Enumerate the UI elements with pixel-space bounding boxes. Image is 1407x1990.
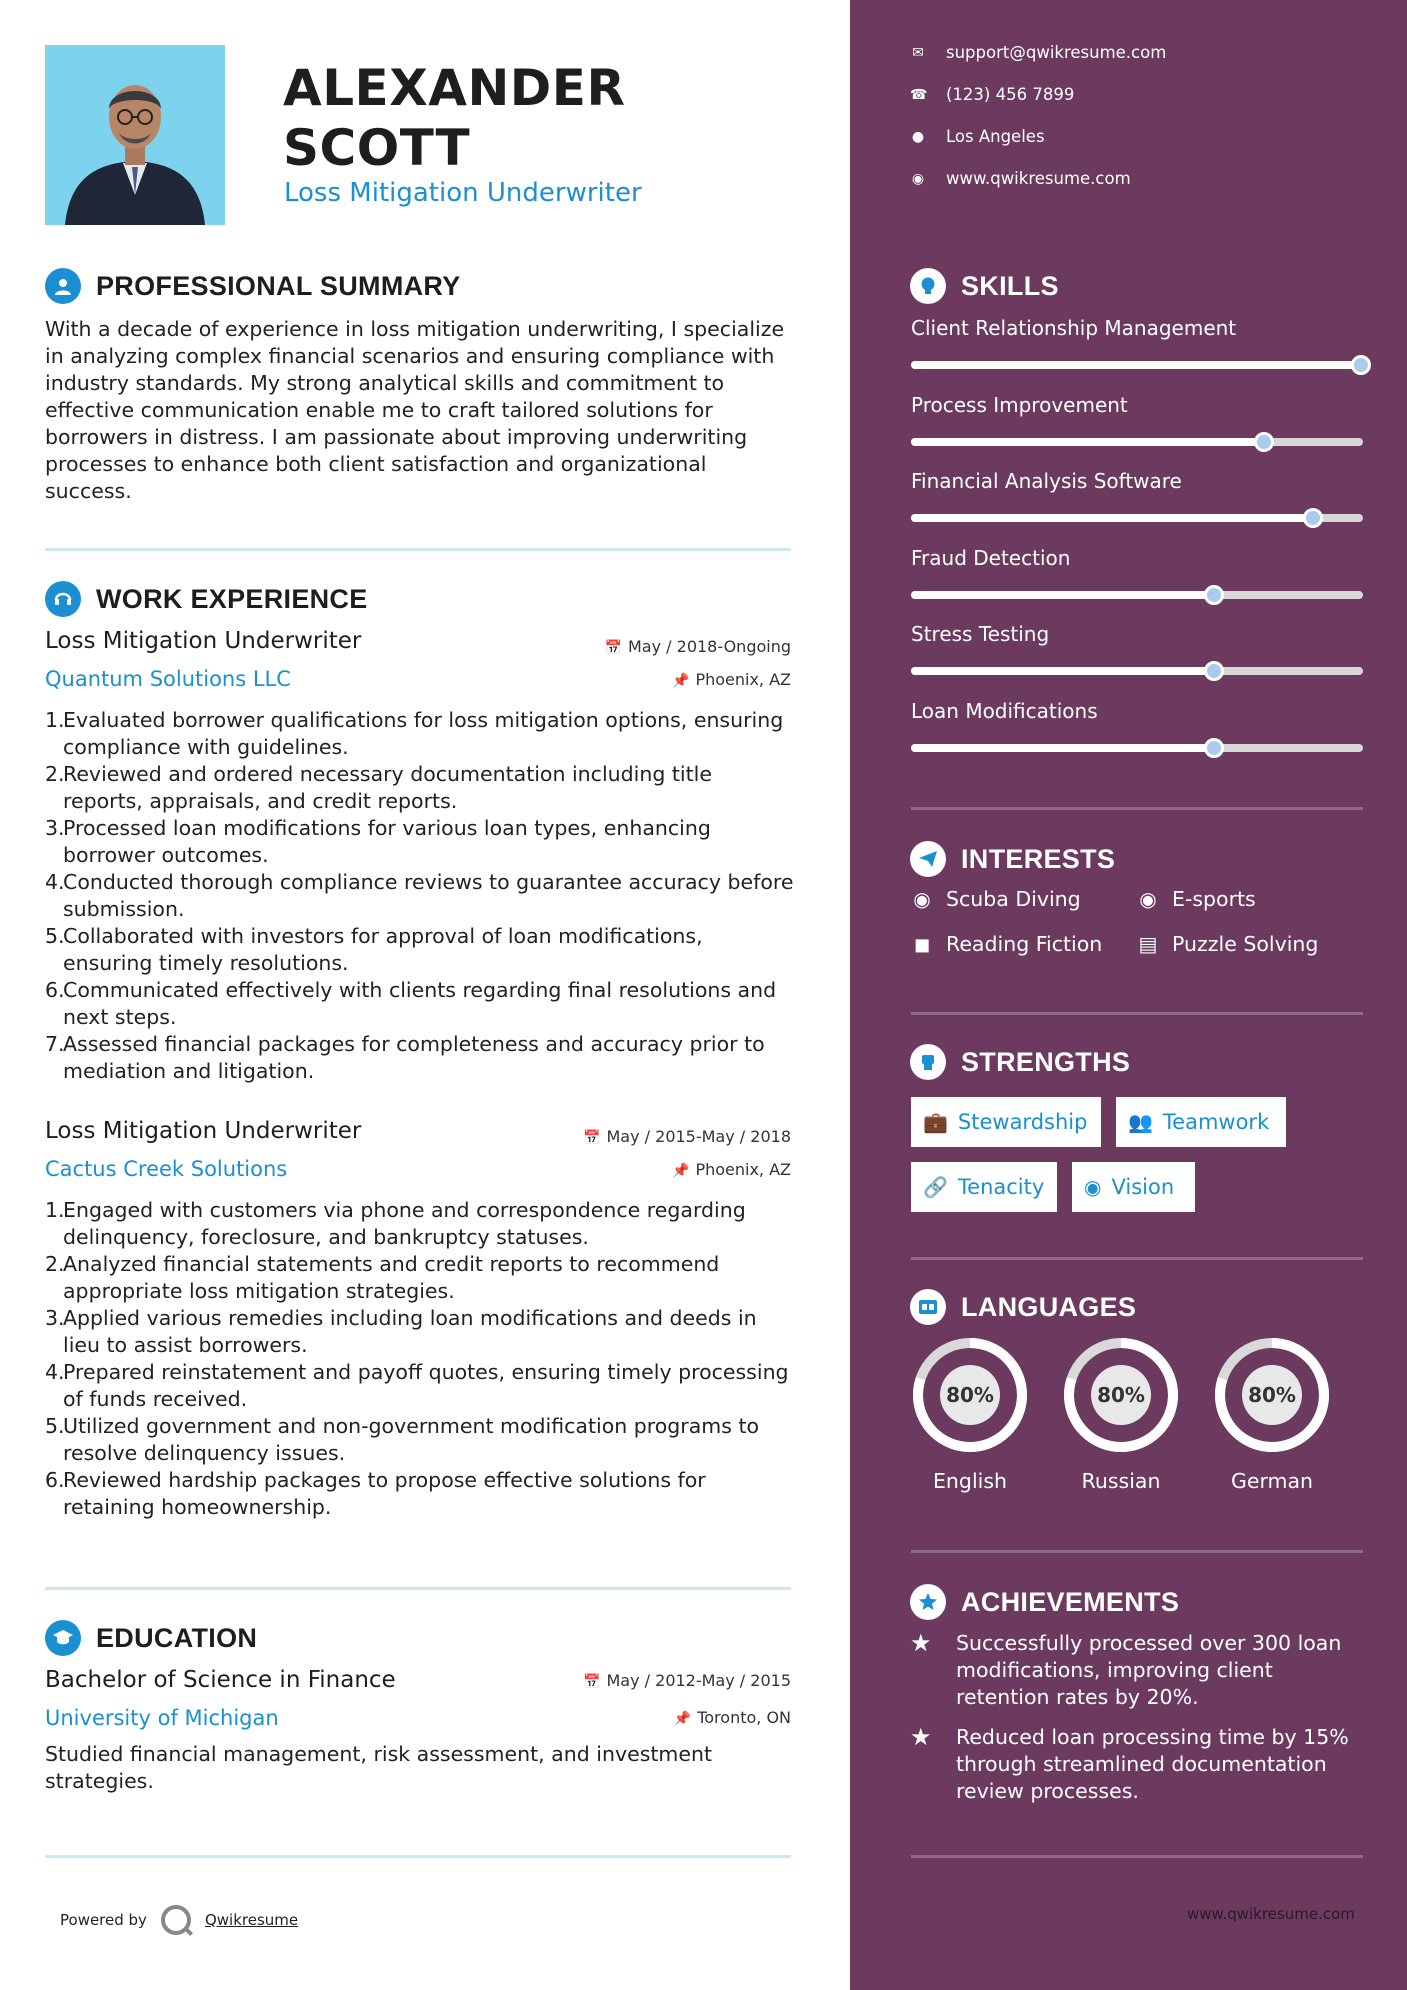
education-heading: EDUCATION: [96, 1622, 258, 1653]
section-divider: [45, 548, 791, 551]
section-divider: [45, 1587, 791, 1590]
envelope-icon: ✉: [912, 44, 924, 61]
job-title-header: Loss Mitigation Underwriter: [284, 178, 642, 208]
skill-name: Financial Analysis Software: [911, 469, 1182, 493]
strengths-section-header: [910, 1044, 1130, 1080]
language-ring: [1061, 1335, 1181, 1455]
education-date: 📅 May / 2012-May / 2015: [583, 1671, 791, 1690]
brand-link[interactable]: Qwikresume: [204, 1911, 299, 1929]
summary-heading: PROFESSIONAL SUMMARY: [96, 270, 461, 301]
skill-bar-knob: [1303, 508, 1323, 528]
paper-plane-icon: [910, 841, 946, 877]
skill-bar: [911, 667, 1363, 675]
interest-item: ◉ Scuba Diving: [910, 887, 1081, 911]
binoculars-icon: ◉: [1084, 1175, 1102, 1199]
skill-bar-fill: [911, 514, 1313, 522]
user-icon: [45, 268, 81, 304]
candidate-name: [283, 58, 625, 178]
job-2-location: 📌 Phoenix, AZ: [672, 1160, 791, 1179]
skill-bar: [911, 591, 1363, 599]
list-item: 5. Collaborated with investors for approval of loan modifications, ensuring timely resolutions.: [45, 924, 703, 975]
education-description: Studied financial management, risk assessment, and investment strategies.: [45, 1742, 713, 1793]
skill-name: Stress Testing: [911, 622, 1050, 646]
interest-item: ◼ Reading Fiction: [910, 932, 1102, 956]
list-item: 2. Analyzed financial statements and credit reports to recommend appropriate loss mitigation strategies.: [45, 1252, 720, 1303]
section-divider: [911, 1012, 1363, 1015]
language-percent: 80%: [940, 1365, 1000, 1425]
strengths-heading: STRENGTHS: [961, 1046, 1131, 1077]
section-divider: [911, 1257, 1363, 1260]
summary-section-header: [45, 268, 461, 304]
school-name: University of Michigan: [45, 1706, 279, 1730]
skill-bar-knob: [1254, 432, 1274, 452]
language-percent: 80%: [1091, 1365, 1151, 1425]
interests-section-header: [910, 841, 1115, 877]
lightbulb-icon: [910, 268, 946, 304]
name-first: ALEXANDER: [283, 59, 626, 117]
calendar-icon: 📅: [604, 640, 622, 656]
skill-bar: [911, 514, 1363, 522]
star-icon: ★: [910, 1723, 932, 1751]
skill-name: Client Relationship Management: [911, 316, 1237, 340]
skill-bar-fill: [911, 361, 1363, 369]
sidebar: [850, 0, 1407, 1990]
language-percent: 80%: [1242, 1365, 1302, 1425]
pin-icon: 📌: [672, 673, 690, 689]
translate-icon: [910, 1289, 946, 1325]
job-1-company: Quantum Solutions LLC: [45, 667, 291, 691]
education-section-header: [45, 1620, 257, 1656]
globe-icon: ◉: [911, 170, 925, 187]
users-icon: 👥: [1128, 1110, 1153, 1134]
section-divider: [911, 1550, 1363, 1553]
job-2-company: Cactus Creek Solutions: [45, 1157, 288, 1181]
job-2-date: 📅 May / 2015-May / 2018: [583, 1127, 791, 1146]
contact-location: ● Los Angeles: [911, 127, 1045, 146]
languages-heading: LANGUAGES: [961, 1291, 1137, 1322]
skill-bar-fill: [911, 744, 1214, 752]
skill-bar-knob: [1351, 355, 1371, 375]
phone-icon: ☎: [910, 86, 928, 103]
interest-item: ◉ E-sports: [1136, 887, 1256, 911]
achievements-heading: ACHIEVEMENTS: [961, 1586, 1180, 1617]
pin-icon: 📌: [672, 1163, 690, 1179]
book-icon: ▤: [1138, 932, 1158, 956]
briefcase-icon: 💼: [923, 1110, 948, 1134]
qwikresume-logo-icon: [161, 1905, 191, 1935]
list-item: 3. Applied various remedies including loan modifications and deeds in lieu to assist borrowers.: [45, 1306, 757, 1357]
powered-by: [60, 1905, 298, 1935]
language-name: German: [1230, 1469, 1314, 1493]
skill-bar-fill: [911, 438, 1264, 446]
calendar-icon: 📅: [583, 1130, 601, 1146]
section-divider: [911, 807, 1363, 810]
name-last: SCOTT: [283, 119, 471, 177]
skill-bar: [911, 744, 1363, 752]
summary-text: With a decade of experience in loss mitigation underwriting, I specialize in analyzing complex financial scenarios and ensuring compliance with industry standards. My strong analytical skills and commitment to effective communication enable me to craft tailored solutions for borrowers in distress. I am passionate about improving underwriting processes to enhance both client satisfaction and organizational success.: [45, 317, 785, 503]
contact-email[interactable]: ✉ support@qwikresume.com: [910, 43, 1166, 62]
language-item: [1061, 1335, 1181, 1493]
achievement-item: ★ Reduced loan processing time by 15% through streamlined documentation review processes.: [910, 1723, 1349, 1803]
skills-section-header: [910, 268, 1059, 304]
list-item: 4. Prepared reinstatement and payoff quotes, ensuring timely processing of funds received.: [45, 1360, 789, 1411]
list-item: 5. Utilized government and non-government modification programs to resolve delinquency issues.: [45, 1414, 760, 1465]
skill-bar: [911, 438, 1363, 446]
contact-website[interactable]: ◉ www.qwikresume.com: [911, 169, 1131, 188]
skill-name: Fraud Detection: [911, 545, 1071, 570]
interest-item: ▤ Puzzle Solving: [1136, 932, 1318, 956]
strength-tag: ◉ Vision: [1072, 1162, 1195, 1212]
skill-bar-knob: [1204, 738, 1224, 758]
job-1-location: 📌 Phoenix, AZ: [672, 670, 791, 689]
lifebuoy-icon: ◉: [1139, 887, 1157, 911]
job-1-title: Loss Mitigation Underwriter: [45, 628, 362, 654]
language-item: [1212, 1335, 1332, 1493]
achievements-section-header: [910, 1584, 1179, 1620]
skills-heading: SKILLS: [961, 270, 1059, 301]
list-item: 2. Reviewed and ordered necessary documentation including title reports, appraisals, and credit reports.: [45, 762, 712, 813]
job-1-bullets: [45, 707, 795, 1085]
language-item: [910, 1335, 1030, 1493]
experience-section-header: [45, 581, 368, 617]
skill-name: Process Improvement: [911, 392, 1128, 417]
language-name: English: [932, 1469, 1008, 1493]
degree-title: Bachelor of Science in Finance: [45, 1667, 396, 1693]
graduation-cap-icon: [45, 1620, 81, 1656]
powered-by-label: Powered by: [60, 1911, 147, 1929]
calendar-icon: 📅: [583, 1674, 601, 1690]
language-name: Russian: [1081, 1469, 1161, 1493]
language-ring: [910, 1335, 1030, 1455]
section-divider: [45, 1855, 791, 1858]
section-divider: [911, 1855, 1363, 1858]
profile-photo: [45, 45, 225, 225]
interests-heading: INTERESTS: [961, 843, 1116, 874]
strength-tag: 💼 Stewardship: [911, 1097, 1101, 1147]
fist-icon: [910, 1044, 946, 1080]
experience-heading: WORK EXPERIENCE: [96, 583, 368, 614]
gamepad-icon: ◼: [913, 932, 931, 956]
star-icon: ★: [910, 1629, 932, 1657]
skill-bar-fill: [911, 591, 1214, 599]
contact-phone[interactable]: ☎ (123) 456 7899: [910, 85, 1075, 104]
link-icon: 🔗: [923, 1175, 948, 1199]
list-item: 1. Evaluated borrower qualifications for loss mitigation options, ensuring compliance with guidelines.: [45, 708, 784, 759]
headset-icon: [45, 581, 81, 617]
footer-url[interactable]: www.qwikresume.com: [1187, 1905, 1355, 1923]
job-1-date: 📅 May / 2018-Ongoing: [604, 637, 791, 656]
language-ring: [1212, 1335, 1332, 1455]
strength-tag: 👥 Teamwork: [1116, 1097, 1286, 1147]
map-marker-icon: ●: [911, 128, 925, 145]
list-item: 3. Processed loan modifications for various loan types, enhancing borrower outcomes.: [45, 816, 711, 867]
list-item: 6. Communicated effectively with clients regarding final resolutions and next steps.: [45, 978, 777, 1029]
education-location: 📌 Toronto, ON: [673, 1708, 791, 1727]
skill-bar: [911, 361, 1363, 369]
pin-icon: 📌: [673, 1711, 692, 1727]
skill-bar-knob: [1204, 585, 1224, 605]
achievement-item: ★ Successfully processed over 300 loan modifications, improving client retention rates by 20%.: [910, 1629, 1342, 1709]
skill-name: Loan Modifications: [911, 698, 1098, 723]
list-item: 4. Conducted thorough compliance reviews to guarantee accuracy before submission.: [45, 870, 794, 921]
list-item: 7. Assessed financial packages for completeness and accuracy prior to mediation and litigation.: [45, 1032, 765, 1083]
list-item: 1. Engaged with customers via phone and correspondence regarding delinquency, foreclosure, and bankruptcy statuses.: [45, 1198, 746, 1249]
lifebuoy-icon: ◉: [913, 887, 931, 911]
languages-section-header: [910, 1289, 1136, 1325]
job-2-title: Loss Mitigation Underwriter: [45, 1118, 362, 1144]
list-item: 6. Reviewed hardship packages to propose effective solutions for retaining homeownership.: [45, 1468, 706, 1519]
job-2-bullets: [45, 1197, 795, 1521]
person-portrait-icon: [45, 45, 225, 225]
strength-tag: 🔗 Tenacity: [911, 1162, 1057, 1212]
star-icon: [910, 1584, 946, 1620]
skill-bar-fill: [911, 667, 1214, 675]
skill-bar-knob: [1204, 661, 1224, 681]
